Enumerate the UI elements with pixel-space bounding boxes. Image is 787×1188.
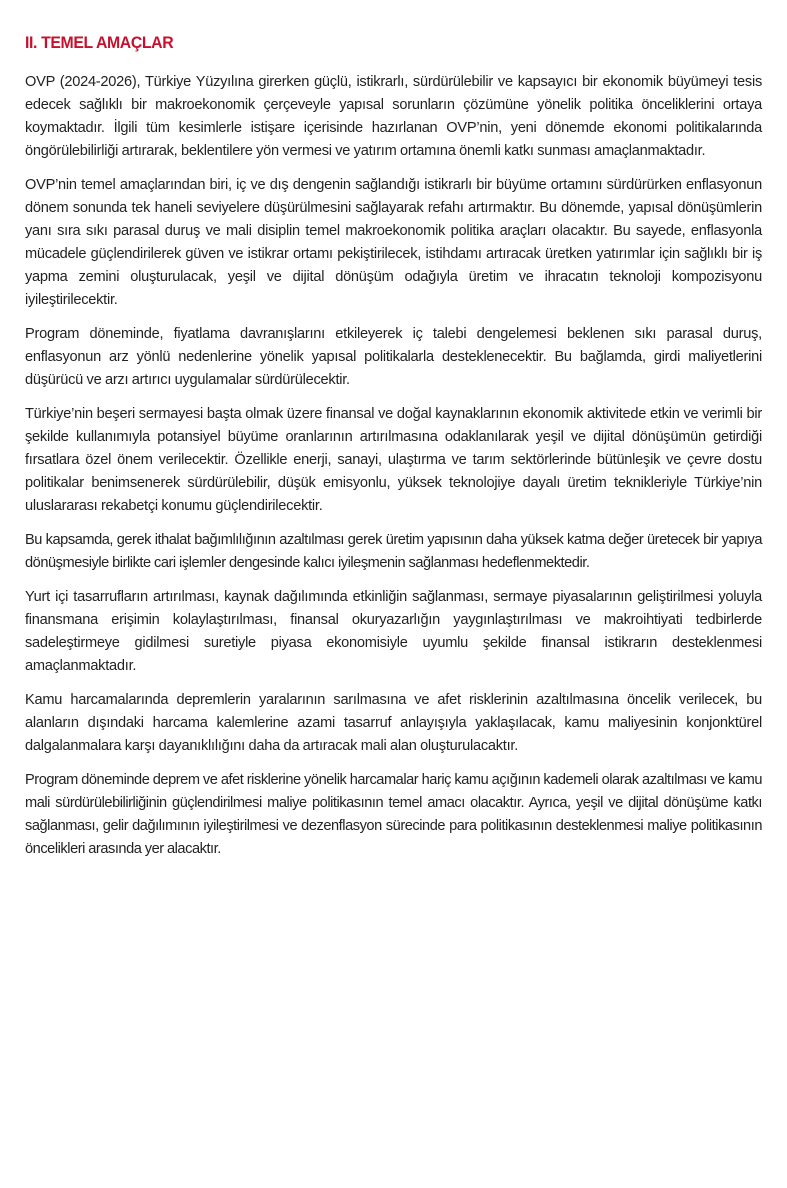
paragraph-public-spending: Kamu harcamalarında depremlerin yaralarının sarılmasına ve afet risklerinin azaltılmasına öncelik verilecek, bu alanların dışındaki harcama kalemlerine azami tasarruf anlayışıyla yaklaşılacak, kamu maliyesinin konjonktürel dalgalanmalara karşı dayanıklılığını daha da artıracak mali alan oluşturulacaktır. <box>25 692 762 754</box>
paragraph-main-goals: OVP’nin temel amaçlarından biri, iç ve dış dengenin sağlandığı istikrarlı bir büyüme ortamını sürdürürken enflasyonun dönem sonunda tek haneli seviyelere düşürülmesini sağlayarak refahı artırmaktır. Bu dönemde, yapısal dönüşümlerin yanı sıra sıkı parasal duruş ve mali disiplin temel makroekonomik politika araçları olacaktır. Bu sayede, enflasyonla mücadele güçlendirilerek güven ve istikrar ortamı pekiştirilecek, istihdamı artıracak üretken yatırımlar için sağlıklı bir iş yapma zemini oluşturulacak, yeşil ve dijital dönüşüm odağıyla üretim ve ihracatın teknoloji kompozisyonu iyileştirilecektir. <box>25 177 762 308</box>
paragraph-green-digital-transformation: Türkiye’nin beşeri sermayesi başta olmak üzere finansal ve doğal kaynaklarının ekonomik aktivitede etkin ve verimli bir şekilde kullanımıyla potansiyel büyüme oranlarının artırılmasına odaklanılarak yeşil ve dijital dönüşümün getirdiği fırsatlara özel önem verilecektir. Özellikle enerji, sanayi, ulaştırma ve tarım sektörlerinde bütünleşik ve çevre dostu politikalar benimsenerek sürdürülebilir, düşük emisyonlu, yüksek teknolojiye dayalı üretim teknikleriyle Türkiye’nin uluslararası rekabetçi konumu güçlendirilecektir. <box>25 406 762 514</box>
document-page <box>25 30 762 872</box>
section-heading: II. TEMEL AMAÇLAR <box>25 33 174 52</box>
paragraph-financial-stability: Yurt içi tasarrufların artırılması, kaynak dağılımında etkinliğin sağlanması, sermaye piyasalarının geliştirilmesi yoluyla finansmana erişimin kolaylaştırılması, finansal okuryazarlığın yaygınlaştırılması ve makroihtiyati tedbirlerde sadeleştirmeye gidilmesi suretiyle piyasa ekonomisiyle uyumlu şekilde finansal istikrarın desteklenmesi amaçlanmaktadır. <box>25 589 762 674</box>
paragraph-fiscal-policy: Program döneminde deprem ve afet risklerine yönelik harcamalar hariç kamu açığının kademeli olarak azaltılması ve kamu mali sürdürülebilirliğinin güçlendirilmesi maliye politikasının temel amacı olacaktır. Ayrıca, yeşil ve dijital dönüşüme katkı sağlanması, gelir dağılımının iyileştirilmesi ve dezenflasyon sürecinde para politikasının desteklenmesi maliye politikasının öncelikleri arasında yer alacaktır. <box>25 772 762 857</box>
paragraph-monetary-stance: Program döneminde, fiyatlama davranışlarını etkileyerek iç talebi dengelemesi beklenen sıkı parasal duruş, enflasyonun arz yönlü nedenlerine yönelik yapısal politikalarla desteklenecektir. Bu bağlamda, girdi maliyetlerini düşürücü ve arzı artırıcı uygulamalar sürdürülecektir. <box>25 326 762 388</box>
paragraph-intro: OVP (2024-2026), Türkiye Yüzyılına girerken güçlü, istikrarlı, sürdürülebilir ve kapsayıcı bir ekonomik büyümeyi tesis edecek sağlıklı bir makroekonomik çerçeveyle yapısal sorunların çözümüne yönelik politika önceliklerini ortaya koymaktadır. İlgili tüm kesimlerle istişare içerisinde hazırlanan OVP’nin, yeni dönemde ekonomi politikalarında öngörülebilirliği artırarak, beklentilere yön vermesi ve yatırım ortamına önemli katkı sunması amaçlanmaktadır. <box>25 74 762 159</box>
paragraph-current-account: Bu kapsamda, gerek ithalat bağımlılığının azaltılması gerek üretim yapısının daha yüksek katma değer üretecek bir yapıya dönüşmesiyle birlikte cari işlemler dengesinde kalıcı iyileşmenin sağlanması hedeflenmektedir. <box>25 532 762 571</box>
